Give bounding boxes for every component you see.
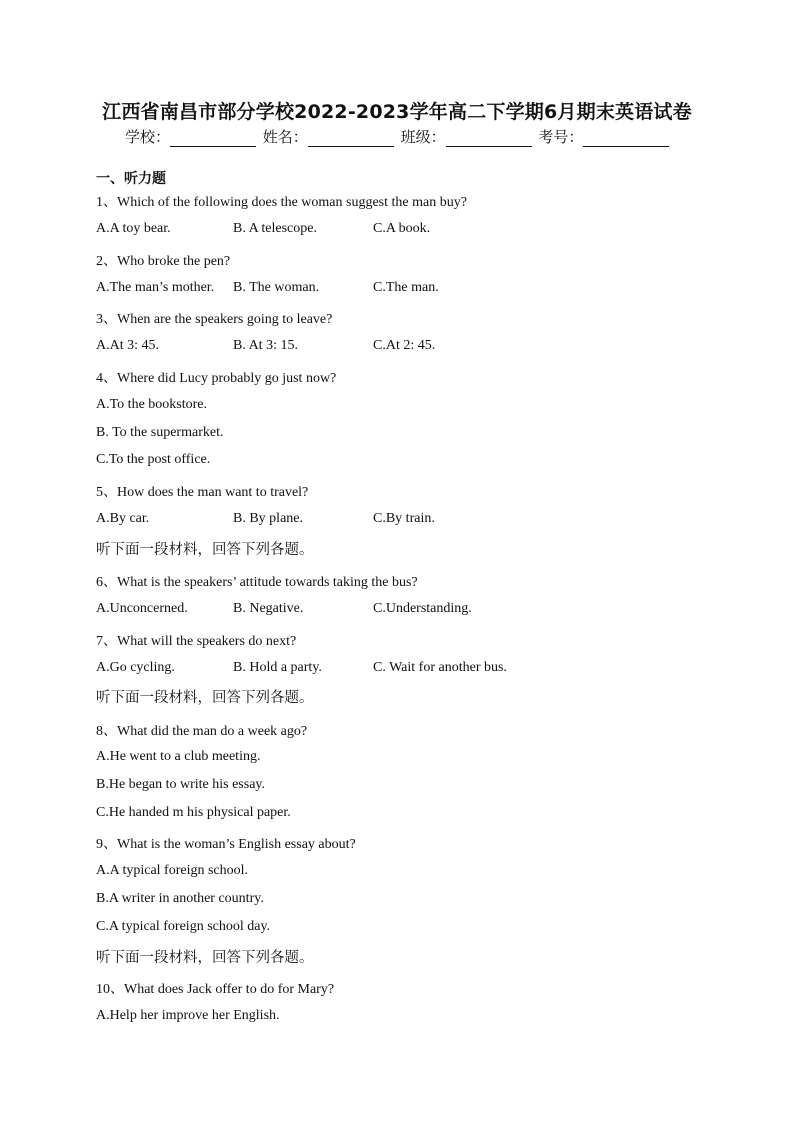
q1-option-a[interactable]: A.A toy bear.: [96, 221, 171, 236]
q8-option-a[interactable]: A.He went to a club meeting.: [96, 749, 261, 764]
q9-option-a[interactable]: A.A typical foreign school.: [96, 863, 249, 878]
q5-option-c[interactable]: C.By train.: [373, 511, 435, 526]
question-9-stem: 9、What is the woman’s English essay about?: [96, 837, 356, 852]
q3-option-b[interactable]: B. At 3: 15.: [233, 338, 298, 353]
name-label: 姓名：: [262, 128, 308, 146]
q7-option-a[interactable]: A.Go cycling.: [96, 660, 175, 675]
q1-option-b[interactable]: B. A telescope.: [233, 221, 317, 236]
class-label: 班级：: [400, 128, 446, 146]
q2-option-c[interactable]: C.The man.: [373, 280, 439, 295]
instruction-text-1: 听下面一段材料，回答下列各题。: [96, 542, 314, 558]
q5-option-b[interactable]: B. By plane.: [233, 511, 303, 526]
school-label: 学校：: [125, 128, 171, 146]
q4-option-c[interactable]: C.To the post office.: [96, 452, 211, 467]
q9-option-c[interactable]: C.A typical foreign school day.: [96, 919, 271, 934]
q6-option-a[interactable]: A.Unconcerned.: [96, 601, 188, 616]
q2-option-b[interactable]: B. The woman.: [233, 280, 320, 295]
q1-option-c[interactable]: C.A book.: [373, 221, 431, 236]
question-7-stem: 7、What will the speakers do next?: [96, 634, 297, 649]
class-blank[interactable]: [446, 132, 532, 147]
q4-option-b[interactable]: B. To the supermarket.: [96, 425, 224, 440]
q10-option-a[interactable]: A.Help her improve her English.: [96, 1008, 280, 1023]
q7-option-b[interactable]: B. Hold a party.: [233, 660, 322, 675]
number-blank[interactable]: [583, 132, 669, 147]
student-info-fields: [125, 126, 671, 147]
number-label: 考号：: [538, 128, 584, 146]
question-2-stem: 2、Who broke the pen?: [96, 254, 231, 269]
question-4-stem: 4、Where did Lucy probably go just now?: [96, 371, 337, 386]
question-5-stem: 5、How does the man want to travel?: [96, 485, 309, 500]
question-8-stem: 8、What did the man do a week ago?: [96, 724, 308, 739]
instruction-text-2: 听下面一段材料，回答下列各题。: [96, 690, 314, 706]
instruction-text-3: 听下面一段材料，回答下列各题。: [96, 950, 314, 966]
question-6-stem: 6、What is the speakers’ attitude towards taking the bus?: [96, 575, 418, 590]
q8-option-c[interactable]: C.He handed m his physical paper.: [96, 805, 291, 820]
school-blank[interactable]: [170, 132, 256, 147]
name-blank[interactable]: [308, 132, 394, 147]
exam-title: 江西省南昌市部分学校2022-2023学年高二下学期6月期末英语试卷: [102, 101, 692, 123]
section-title-listening: 一、听力题: [96, 171, 166, 187]
question-1-stem: 1、Which of the following does the woman suggest the man buy?: [96, 195, 467, 210]
q6-option-c[interactable]: C.Understanding.: [373, 601, 472, 616]
q5-option-a[interactable]: A.By car.: [96, 511, 150, 526]
q4-option-a[interactable]: A.To the bookstore.: [96, 397, 208, 412]
q8-option-b[interactable]: B.He began to write his essay.: [96, 777, 265, 792]
q6-option-b[interactable]: B. Negative.: [233, 601, 304, 616]
q7-option-c[interactable]: C. Wait for another bus.: [373, 660, 507, 675]
q9-option-b[interactable]: B.A writer in another country.: [96, 891, 264, 906]
q3-option-c[interactable]: C.At 2: 45.: [373, 338, 436, 353]
q3-option-a[interactable]: A.At 3: 45.: [96, 338, 159, 353]
question-10-stem: 10、What does Jack offer to do for Mary?: [96, 982, 335, 997]
question-3-stem: 3、When are the speakers going to leave?: [96, 312, 333, 327]
q2-option-a[interactable]: A.The man’s mother.: [96, 280, 215, 295]
